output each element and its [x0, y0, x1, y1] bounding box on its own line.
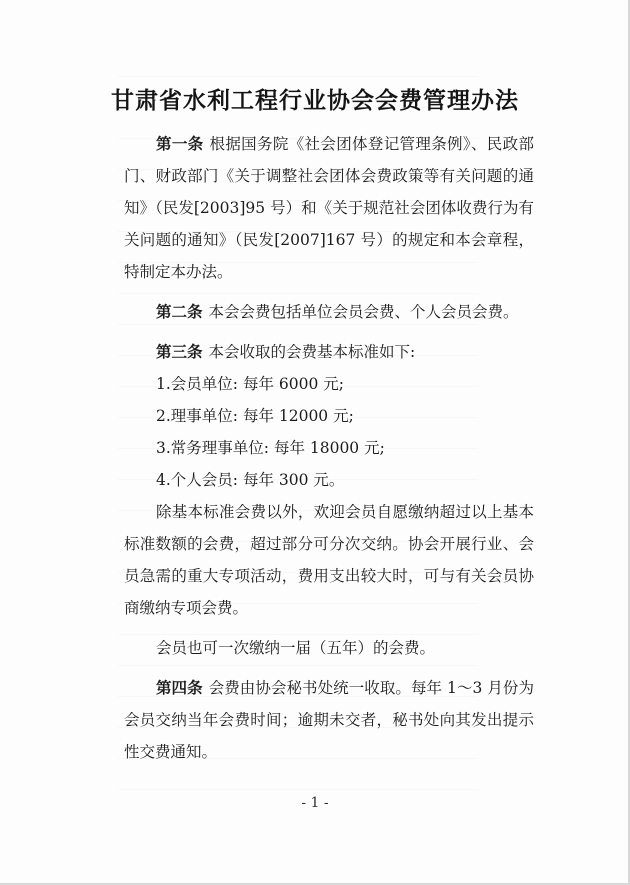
article-4-text: 会费由协会秘书处统一收取。每年 1～3 月份为会员交纳当年会费时间；逾期未交者，秘书处向其发出提示性交费通知。 [124, 679, 534, 761]
article-4-label: 第四条 [156, 679, 203, 697]
fee-item-executive-director: 3.常务理事单位: 每年 18000 元; [156, 439, 385, 457]
fee-item-member: 1.会员单位: 每年 6000 元; [156, 375, 344, 393]
fee-item-individual: 4.个人会员: 每年 300 元。 [156, 471, 345, 489]
article-1-text: 根据国务院《社会团体登记管理条例》、民政部门、财政部门《关于调整社会团体会费政策等有关问题的通知》（民发[2003]95 号）和《关于规范社会团体收费行为有关问题的通知》（民发[2007]167 号）的规定和本会章程，特制定本办法。 [124, 135, 534, 281]
article-3-text: 本会收取的会费基本标准如下: [208, 343, 416, 361]
article-3-label: 第三条 [156, 343, 203, 361]
article-2 [124, 296, 534, 328]
article-3 [124, 336, 534, 368]
article-2-text: 本会会费包括单位会员会费、个人会员会费。 [208, 303, 519, 321]
article-2-label: 第二条 [156, 303, 203, 321]
article-1-label: 第一条 [156, 135, 204, 153]
fee-item-director: 2.理事单位: 每年 12000 元; [156, 407, 354, 425]
article-4 [124, 672, 534, 768]
article-3-extra-2: 会员也可一次缴纳一届（五年）的会费。 [156, 639, 436, 657]
document-body [124, 128, 534, 776]
article-1 [124, 128, 534, 288]
article-3-extra-1: 除基本标准会费以外，欢迎会员自愿缴纳超过以上基本标准数额的会费，超过部分可分次交纳。协会开展行业、会员急需的重大专项活动，费用支出较大时，可与有关会员协商缴纳专项会费。 [124, 503, 534, 617]
document-title: 甘肃省水利工程行业协会会费管理办法 [111, 87, 519, 114]
page-number: - 1 - [301, 795, 329, 811]
